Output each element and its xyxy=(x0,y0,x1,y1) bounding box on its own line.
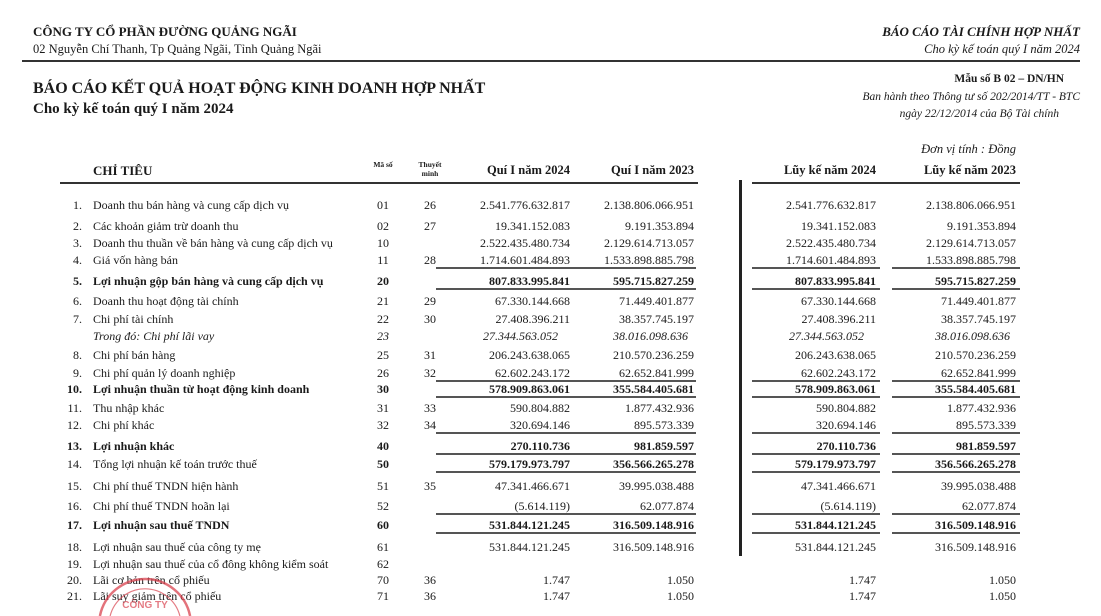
row-number: 13. xyxy=(67,439,82,453)
row-code: 30 xyxy=(377,382,389,396)
row-code: 51 xyxy=(377,479,389,493)
row-number: 18. xyxy=(67,540,82,554)
subtotal-underline xyxy=(752,267,880,269)
row-number: 10. xyxy=(67,382,82,396)
subtotal-underline xyxy=(892,432,1020,434)
unit-label: Đơn vị tính : Đồng xyxy=(921,142,1016,156)
row-value: 595.715.827.259 xyxy=(935,274,1016,288)
row-value: 38.016.098.636 xyxy=(613,329,688,343)
row-number: 19. xyxy=(67,557,82,571)
row-code: 60 xyxy=(377,518,389,532)
row-value: 27.344.563.052 xyxy=(789,329,864,343)
row-value: 1.714.601.484.893 xyxy=(480,253,570,267)
form-code: Mẫu số B 02 – DN/HN xyxy=(954,73,1064,85)
report-title: BÁO CÁO KẾT QUẢ HOẠT ĐỘNG KINH DOANH HỢP NHẤT xyxy=(33,80,486,97)
row-note: 34 xyxy=(424,418,436,432)
row-code: 52 xyxy=(377,499,389,513)
table-row xyxy=(0,218,1101,234)
row-value: 2.541.776.632.817 xyxy=(480,198,570,212)
col-header-item: CHỈ TIÊU xyxy=(93,163,153,178)
table-row xyxy=(0,235,1101,251)
subtotal-underline xyxy=(892,288,1020,290)
row-note: 29 xyxy=(424,294,436,308)
row-value: 1.050 xyxy=(989,573,1016,587)
row-number: 21. xyxy=(67,589,82,603)
row-number: 2. xyxy=(73,219,82,233)
row-value: 1.747 xyxy=(849,573,876,587)
row-label: Chi phí thuế TNDN hoãn lại xyxy=(93,499,230,513)
subtotal-underline xyxy=(436,513,572,515)
row-value: 206.243.638.065 xyxy=(489,348,570,362)
row-note: 32 xyxy=(424,366,436,380)
subtotal-underline xyxy=(560,267,696,269)
row-value: 355.584.405.681 xyxy=(935,382,1016,396)
row-note: 31 xyxy=(424,348,436,362)
row-code: 70 xyxy=(377,573,389,587)
subtotal-underline xyxy=(752,288,880,290)
row-number: 15. xyxy=(67,479,82,493)
row-value: 531.844.121.245 xyxy=(795,540,876,554)
company-name: CÔNG TY CỔ PHẦN ĐƯỜNG QUẢNG NGÃI xyxy=(33,24,297,39)
table-row xyxy=(0,293,1101,309)
row-value: 71.449.401.877 xyxy=(619,294,694,308)
report-subtitle: Cho kỳ kế toán quý I năm 2024 xyxy=(33,101,234,117)
subtotal-underline xyxy=(560,396,696,398)
table-row xyxy=(0,417,1101,433)
row-value: 578.909.863.061 xyxy=(489,382,570,396)
row-value: 590.804.882 xyxy=(816,401,876,415)
row-code: 25 xyxy=(377,348,389,362)
table-row xyxy=(0,456,1101,472)
row-value: 1.050 xyxy=(667,589,694,603)
row-value: 67.330.144.668 xyxy=(495,294,570,308)
row-number: 12. xyxy=(67,418,82,432)
row-code: 50 xyxy=(377,457,389,471)
row-value: 320.694.146 xyxy=(816,418,876,432)
header-divider xyxy=(22,60,1080,62)
row-value: 981.859.597 xyxy=(956,439,1016,453)
subtotal-underline xyxy=(436,267,572,269)
subtotal-underline xyxy=(560,432,696,434)
row-label: Chi phí thuế TNDN hiện hành xyxy=(93,479,239,493)
table-row xyxy=(0,252,1101,268)
subtotal-underline xyxy=(892,513,1020,515)
subtotal-underline xyxy=(436,288,572,290)
subtotal-underline xyxy=(752,453,880,455)
row-value: 2.129.614.713.057 xyxy=(926,236,1016,250)
row-code: 23 xyxy=(377,329,389,343)
row-value: 316.509.148.916 xyxy=(935,540,1016,554)
row-label: Chi phí khác xyxy=(93,418,155,432)
row-value: 270.110.736 xyxy=(816,439,876,453)
row-note: 28 xyxy=(424,253,436,267)
subtotal-underline xyxy=(436,453,572,455)
row-value: 2.138.806.066.951 xyxy=(604,198,694,212)
table-row xyxy=(0,311,1101,327)
subtotal-underline xyxy=(752,513,880,515)
row-code: 20 xyxy=(377,274,389,288)
row-note: 35 xyxy=(424,479,436,493)
row-value: 1.714.601.484.893 xyxy=(786,253,876,267)
row-value: 62.602.243.172 xyxy=(495,366,570,380)
subtotal-underline xyxy=(892,267,1020,269)
row-label: Chi phí bán hàng xyxy=(93,348,176,362)
subtotal-underline xyxy=(752,396,880,398)
row-label: Trong đó: Chi phí lãi vay xyxy=(93,329,215,343)
row-code: 01 xyxy=(377,198,389,212)
row-value: 320.694.146 xyxy=(510,418,570,432)
row-value: 579.179.973.797 xyxy=(795,457,876,471)
row-value: 1.533.898.885.798 xyxy=(604,253,694,267)
row-label: Lợi nhuận thuần từ hoạt động kinh doanh xyxy=(93,382,310,396)
company-address: 02 Nguyễn Chí Thanh, Tp Quảng Ngãi, Tỉnh Quảng Ngãi xyxy=(33,42,322,56)
row-code: 32 xyxy=(377,418,389,432)
col-header-code: Mã số xyxy=(373,160,393,169)
row-label: Lãi suy giảm trên cổ phiếu xyxy=(93,589,222,603)
col-header-ytd-2023: Lũy kế năm 2023 xyxy=(923,163,1016,177)
table-row xyxy=(0,197,1101,213)
row-value: 19.341.152.083 xyxy=(495,219,570,233)
row-value: 9.191.353.894 xyxy=(947,219,1016,233)
form-date: ngày 22/12/2014 của Bộ Tài chính xyxy=(899,108,1059,120)
row-number: 5. xyxy=(73,274,82,288)
header-underline-left xyxy=(60,182,698,184)
subtotal-underline xyxy=(752,532,880,534)
row-label: Thu nhập khác xyxy=(93,401,165,415)
row-value: 356.566.265.278 xyxy=(935,457,1016,471)
report-type: BÁO CÁO TÀI CHÍNH HỢP NHẤT xyxy=(882,24,1080,39)
row-value: 9.191.353.894 xyxy=(625,219,694,233)
subtotal-underline xyxy=(560,471,696,473)
row-value: 27.344.563.052 xyxy=(483,329,558,343)
subtotal-underline xyxy=(436,471,572,473)
row-label: Lợi nhuận sau thuế TNDN xyxy=(93,518,230,532)
row-value: 27.408.396.211 xyxy=(801,312,876,326)
row-value: (5.614.119) xyxy=(820,499,876,513)
row-value: 210.570.236.259 xyxy=(935,348,1016,362)
row-code: 10 xyxy=(377,236,389,250)
row-code: 21 xyxy=(377,294,389,308)
table-row xyxy=(0,328,1101,344)
row-value: 38.016.098.636 xyxy=(935,329,1010,343)
report-period: Cho kỳ kế toán quý I năm 2024 xyxy=(924,42,1080,56)
subtotal-underline xyxy=(436,396,572,398)
row-note: 30 xyxy=(424,312,436,326)
table-row xyxy=(0,438,1101,454)
row-value: 38.357.745.197 xyxy=(941,312,1016,326)
row-label: Chi phí tài chính xyxy=(93,312,174,326)
row-value: 355.584.405.681 xyxy=(613,382,694,396)
row-code: 02 xyxy=(377,219,389,233)
col-header-note: Thuyết minh xyxy=(418,160,442,178)
row-value: 316.509.148.916 xyxy=(613,540,694,554)
row-value: 578.909.863.061 xyxy=(795,382,876,396)
row-value: 2.541.776.632.817 xyxy=(786,198,876,212)
subtotal-underline xyxy=(560,513,696,515)
col-header-q1-2023: Quí I năm 2023 xyxy=(610,163,694,177)
row-label: Lãi cơ bản trên cổ phiếu xyxy=(93,573,210,587)
row-value: 316.509.148.916 xyxy=(613,518,694,532)
subtotal-underline xyxy=(436,532,572,534)
subtotal-underline xyxy=(892,532,1020,534)
row-value: 1.747 xyxy=(849,589,876,603)
row-number: 6. xyxy=(73,294,82,308)
row-value: 39.995.038.488 xyxy=(619,479,694,493)
row-value: 1.533.898.885.798 xyxy=(926,253,1016,267)
row-label: Chi phí quản lý doanh nghiệp xyxy=(93,366,236,380)
row-value: 19.341.152.083 xyxy=(801,219,876,233)
company-stamp xyxy=(90,570,200,616)
row-value: 62.602.243.172 xyxy=(801,366,876,380)
form-issued: Ban hành theo Thông tư số 202/2014/TT - BTC xyxy=(862,91,1080,103)
row-value: (5.614.119) xyxy=(514,499,570,513)
header-underline-right xyxy=(752,182,1020,184)
row-value: 1.747 xyxy=(543,573,570,587)
row-number: 4. xyxy=(73,253,82,267)
subtotal-underline xyxy=(892,453,1020,455)
table-row xyxy=(0,539,1101,555)
row-value: 1.877.432.936 xyxy=(625,401,694,415)
row-note: 36 xyxy=(424,573,436,587)
subtotal-underline xyxy=(752,432,880,434)
row-value: 595.715.827.259 xyxy=(613,274,694,288)
subtotal-underline xyxy=(436,432,572,434)
row-value: 38.357.745.197 xyxy=(619,312,694,326)
row-value: 1.050 xyxy=(989,589,1016,603)
table-row xyxy=(0,478,1101,494)
row-label: Lợi nhuận sau thuế của công ty mẹ xyxy=(93,540,261,554)
row-value: 62.077.874 xyxy=(640,499,694,513)
row-label: Giá vốn hàng bán xyxy=(93,253,178,267)
table-row xyxy=(0,347,1101,363)
subtotal-underline xyxy=(892,396,1020,398)
row-value: 27.408.396.211 xyxy=(495,312,570,326)
row-value: 895.573.339 xyxy=(634,418,694,432)
row-label: Doanh thu thuần về bán hàng và cung cấp dịch vụ xyxy=(93,236,333,250)
row-label: Tổng lợi nhuận kế toán trước thuế xyxy=(93,457,257,471)
row-value: 2.522.435.480.734 xyxy=(786,236,876,250)
row-value: 531.844.121.245 xyxy=(489,540,570,554)
row-value: 579.179.973.797 xyxy=(489,457,570,471)
table-row xyxy=(0,381,1101,397)
row-number: 1. xyxy=(73,198,82,212)
row-value: 356.566.265.278 xyxy=(613,457,694,471)
row-note: 33 xyxy=(424,401,436,415)
row-value: 1.747 xyxy=(543,589,570,603)
row-value: 47.341.466.671 xyxy=(495,479,570,493)
row-value: 2.138.806.066.951 xyxy=(926,198,1016,212)
row-label: Lợi nhuận khác xyxy=(93,439,175,453)
col-header-q1-2024: Quí I năm 2024 xyxy=(486,163,570,177)
table-row xyxy=(0,498,1101,514)
row-value: 210.570.236.259 xyxy=(613,348,694,362)
row-number: 7. xyxy=(73,312,82,326)
table-row xyxy=(0,517,1101,533)
table-row xyxy=(0,365,1101,381)
row-value: 206.243.638.065 xyxy=(795,348,876,362)
row-value: 62.652.841.999 xyxy=(941,366,1016,380)
row-value: 807.833.995.841 xyxy=(795,274,876,288)
row-number: 14. xyxy=(67,457,82,471)
row-note: 27 xyxy=(424,219,436,233)
row-value: 316.509.148.916 xyxy=(935,518,1016,532)
row-value: 1.050 xyxy=(667,573,694,587)
row-value: 47.341.466.671 xyxy=(801,479,876,493)
subtotal-underline xyxy=(752,471,880,473)
row-value: 1.877.432.936 xyxy=(947,401,1016,415)
row-value: 531.844.121.245 xyxy=(795,518,876,532)
stamp-text: CÔNG TY xyxy=(122,600,168,611)
row-value: 62.652.841.999 xyxy=(619,366,694,380)
subtotal-underline xyxy=(560,532,696,534)
row-label: Lợi nhuận sau thuế của cổ đông không kiểm soát xyxy=(93,557,329,571)
row-number: 17. xyxy=(67,518,82,532)
table-row xyxy=(0,400,1101,416)
row-label: Doanh thu hoạt động tài chính xyxy=(93,294,239,308)
subtotal-underline xyxy=(560,453,696,455)
row-value: 62.077.874 xyxy=(962,499,1016,513)
subtotal-underline xyxy=(560,288,696,290)
subtotal-underline xyxy=(892,471,1020,473)
row-code: 62 xyxy=(377,557,389,571)
row-number: 11. xyxy=(67,401,82,415)
row-value: 2.129.614.713.057 xyxy=(604,236,694,250)
row-value: 981.859.597 xyxy=(634,439,694,453)
table-row xyxy=(0,273,1101,289)
row-number: 8. xyxy=(73,348,82,362)
row-code: 26 xyxy=(377,366,389,380)
row-note: 36 xyxy=(424,589,436,603)
row-value: 807.833.995.841 xyxy=(489,274,570,288)
row-code: 31 xyxy=(377,401,389,415)
row-number: 3. xyxy=(73,236,82,250)
row-code: 71 xyxy=(377,589,389,603)
row-label: Lợi nhuận gộp bán hàng và cung cấp dịch vụ xyxy=(93,274,324,288)
row-label: Doanh thu bán hàng và cung cấp dịch vụ xyxy=(93,198,289,212)
row-number: 20. xyxy=(67,573,82,587)
row-value: 531.844.121.245 xyxy=(489,518,570,532)
row-number: 16. xyxy=(67,499,82,513)
row-value: 2.522.435.480.734 xyxy=(480,236,570,250)
row-note: 26 xyxy=(424,198,436,212)
row-value: 270.110.736 xyxy=(510,439,570,453)
row-code: 61 xyxy=(377,540,389,554)
row-value: 71.449.401.877 xyxy=(941,294,1016,308)
row-number: 9. xyxy=(73,366,82,380)
col-header-ytd-2024: Lũy kế năm 2024 xyxy=(783,163,876,177)
row-code: 11 xyxy=(377,253,389,267)
row-label: Các khoản giảm trừ doanh thu xyxy=(93,219,239,233)
row-code: 40 xyxy=(377,439,389,453)
row-value: 39.995.038.488 xyxy=(941,479,1016,493)
row-value: 590.804.882 xyxy=(510,401,570,415)
row-value: 67.330.144.668 xyxy=(801,294,876,308)
row-value: 895.573.339 xyxy=(956,418,1016,432)
row-code: 22 xyxy=(377,312,389,326)
